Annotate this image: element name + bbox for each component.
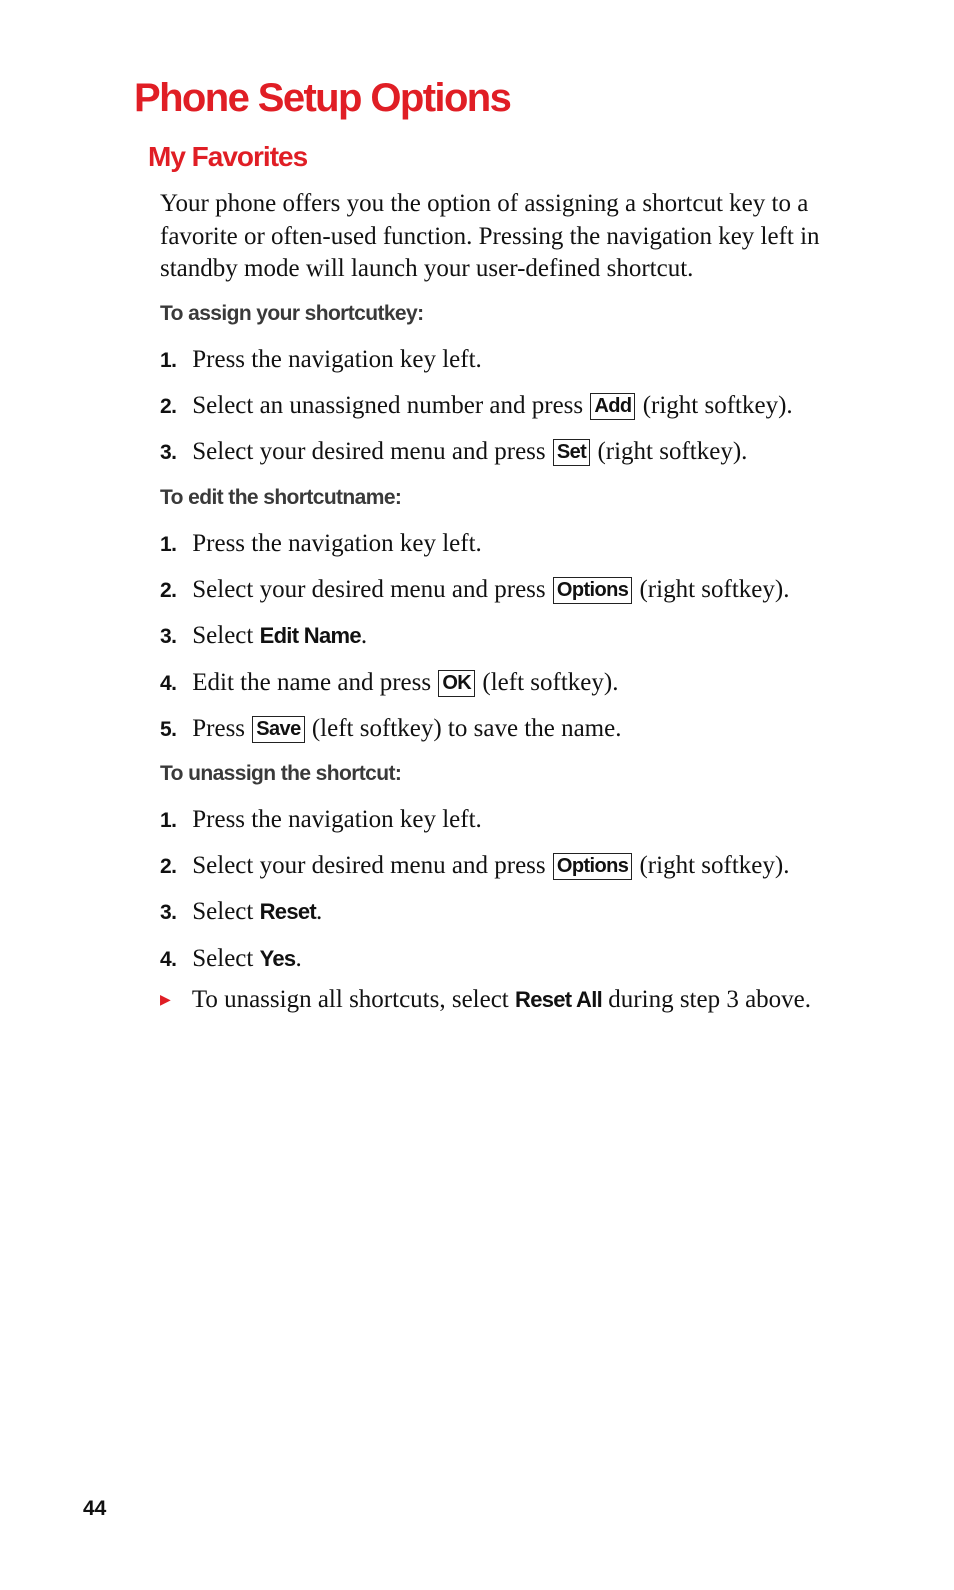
step-number: 3. xyxy=(160,441,177,464)
step-text: Select your desired menu and press xyxy=(192,438,546,465)
step-text: Press the navigation key left. xyxy=(192,806,482,833)
edit-step-1 xyxy=(160,529,482,560)
step-text: Select an unassigned number and press xyxy=(192,392,584,419)
tip-text-after: during step 3 above. xyxy=(608,986,812,1013)
step-text-after: . xyxy=(295,945,302,972)
intro-paragraph: Your phone offers you the option of assigning a shortcut key to a favorite or often-used function. Pressing the navigation key left in standby mode will launch your user-defined shortcut. xyxy=(160,190,820,282)
edit-step-4 xyxy=(160,668,618,699)
step-number: 2. xyxy=(160,395,177,418)
step-number: 2. xyxy=(160,855,177,878)
step-number: 4. xyxy=(160,672,177,695)
menu-term-yes: Yes xyxy=(259,946,296,971)
triangle-right-icon: ▶ xyxy=(160,992,171,1008)
step-text-after: (right softkey). xyxy=(639,576,790,603)
step-number: 2. xyxy=(160,579,177,602)
menu-term-reset-all: Reset All xyxy=(515,987,603,1012)
step-number: 1. xyxy=(160,809,177,832)
assign-step-3 xyxy=(160,437,747,468)
step-text: Edit the name and press xyxy=(192,669,432,696)
step-number: 4. xyxy=(160,948,177,971)
step-number: 1. xyxy=(160,349,177,372)
step-text: Select your desired menu and press xyxy=(192,852,546,879)
step-text: Select xyxy=(192,898,254,925)
tip-text: To unassign all shortcuts, select xyxy=(191,986,509,1013)
step-text-after: (right softkey). xyxy=(639,852,790,879)
section-title: My Favorites xyxy=(148,141,308,172)
softkey-options: Options xyxy=(553,853,632,880)
step-text-after: (right softkey). xyxy=(642,392,793,419)
softkey-options: Options xyxy=(553,577,632,604)
step-text-after: (right softkey). xyxy=(597,438,748,465)
step-text-after: (left softkey). xyxy=(482,669,619,696)
step-number: 5. xyxy=(160,718,177,741)
unassign-step-2 xyxy=(160,851,789,882)
edit-step-3 xyxy=(160,621,367,652)
unassign-heading: To unassign the shortcut: xyxy=(160,762,402,785)
tip-note xyxy=(160,985,811,1015)
step-text-after: . xyxy=(360,622,368,649)
step-text: Press xyxy=(192,715,246,742)
edit-step-5 xyxy=(160,714,621,745)
unassign-step-3 xyxy=(160,897,322,928)
step-text-after: . xyxy=(316,898,323,925)
assign-step-1 xyxy=(160,345,482,376)
step-number: 3. xyxy=(160,901,177,924)
page-title: Phone Setup Options xyxy=(134,76,511,120)
edit-step-2 xyxy=(160,575,789,606)
assign-step-2 xyxy=(160,391,793,422)
softkey-set: Set xyxy=(553,439,590,466)
unassign-step-4 xyxy=(160,944,302,975)
softkey-save: Save xyxy=(252,716,304,743)
step-text-after: (left softkey) to save the name. xyxy=(311,715,622,742)
menu-term-reset: Reset xyxy=(259,899,317,924)
step-text: Select xyxy=(192,945,254,972)
step-text: Select your desired menu and press xyxy=(192,576,546,603)
menu-term-edit-name: Edit Name xyxy=(259,623,361,648)
page-number: 44 xyxy=(83,1497,107,1520)
step-text: Press the navigation key left. xyxy=(192,346,482,373)
softkey-add: Add xyxy=(590,393,635,420)
step-text: Press the navigation key left. xyxy=(192,530,482,557)
assign-heading: To assign your shortcutkey: xyxy=(160,302,424,325)
step-text: Select xyxy=(192,622,254,649)
step-number: 1. xyxy=(160,533,177,556)
edit-heading: To edit the shortcutname: xyxy=(160,486,402,509)
step-number: 3. xyxy=(160,625,177,648)
unassign-step-1 xyxy=(160,805,482,836)
softkey-ok: OK xyxy=(438,670,475,697)
